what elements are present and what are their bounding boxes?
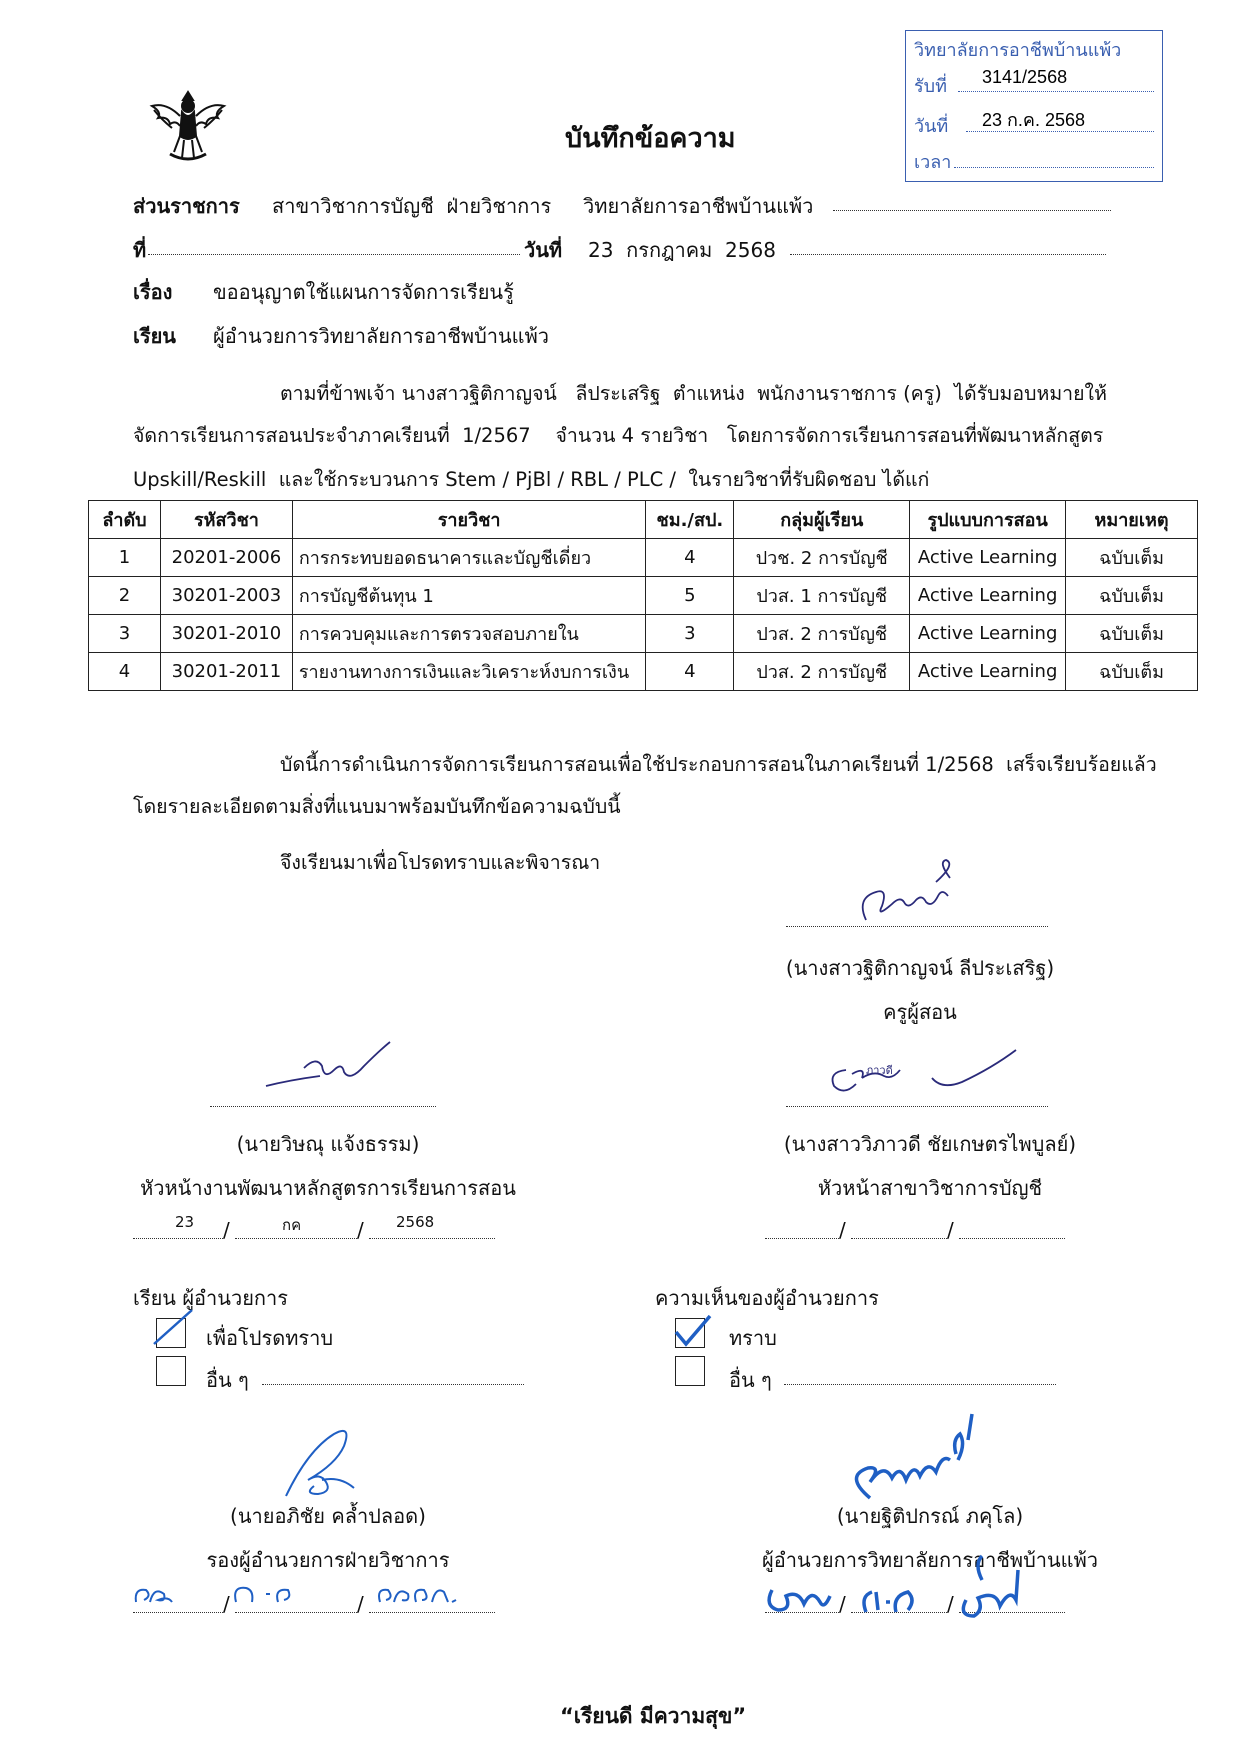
dept-head-signature — [822, 1040, 1022, 1100]
deputy-title: รองผู้อำนวยการฝ่ายวิชาการ — [206, 1548, 450, 1572]
deputy-name: (นายอภิชัย คล้ำปลอด) — [230, 1504, 426, 1528]
stamp-received-value: 3141/2568 — [982, 67, 1068, 87]
table-cell: 30201-2010 — [160, 615, 292, 653]
body-closing: จึงเรียนมาเพื่อโปรดทราบและพิจารณา — [280, 851, 601, 874]
dept-year-line — [959, 1218, 1065, 1239]
table-cell: ปวส. 2 การบัญชี — [734, 615, 910, 653]
teacher-name: (นางสาวฐิติกาญจน์ ลีประเสริฐ) — [785, 956, 1055, 980]
subject-label: เรื่อง — [133, 280, 173, 304]
body-p1-line2: จัดการเรียนการสอนประจำภาคเรียนที่ 1/2567 จำนวน 4 รายวิชา โดยการจัดการเรียนการสอนที่พัฒนาหลักสูตร — [133, 424, 1104, 447]
right-other-line — [784, 1364, 1056, 1385]
ref-label: ที่ — [133, 238, 147, 262]
director-title: ผู้อำนวยการวิทยาลัยการอาชีพบ้านแพ้ว — [762, 1548, 1098, 1572]
curriculum-year: 2568 — [396, 1213, 435, 1231]
body-p1-line1: ตามที่ข้าพเจ้า นางสาวฐิติกาญจน์ ลีประเสริฐ ตำแหน่ง พนักงานราชการ (ครู) ได้รับมอบหมายให้ — [280, 382, 1107, 405]
table-cell: ฉบับเต็ม — [1066, 653, 1198, 691]
col-header: รหัสวิชา — [160, 501, 292, 539]
stamp-date-label: วันที่ — [914, 116, 949, 137]
table-cell: การควบคุมและการตรวจสอบภายใน — [292, 615, 646, 653]
table-cell: 20201-2006 — [160, 539, 292, 577]
table-cell: ฉบับเต็ม — [1066, 577, 1198, 615]
table-cell: 30201-2003 — [160, 577, 292, 615]
date-value: 23 กรกฎาคม 2568 — [588, 238, 776, 262]
table-header-row — [89, 501, 1198, 539]
receipt-stamp — [905, 30, 1163, 182]
col-header: ลำดับ — [89, 501, 161, 539]
col-header: ชม./สป. — [646, 501, 734, 539]
table-cell: 1 — [89, 539, 161, 577]
teacher-sign-line — [786, 912, 1048, 927]
curriculum-sign-line — [210, 1092, 436, 1107]
director-name: (นายฐิติปกรณ์ ภคุโล) — [836, 1504, 1024, 1528]
table-row — [89, 539, 1198, 577]
curriculum-head-title: หัวหน้างานพัฒนาหลักสูตรการเรียนการสอน — [140, 1176, 516, 1200]
left-approval-heading: เรียน ผู้อำนวยการ — [133, 1286, 288, 1310]
curriculum-month: กค — [282, 1216, 302, 1234]
dept-head-title: หัวหน้าสาขาวิชาการบัญชี — [817, 1176, 1043, 1200]
left-option1-label: เพื่อโปรดทราบ — [206, 1326, 334, 1350]
right-option2-label: อื่น ๆ — [729, 1368, 772, 1392]
body-p1-line3: Upskill/Reskill และใช้กระบวนการ Stem / PjBl / RBL / PLC / ในรายวิชาที่รับผิดชอบ ได้แก่ — [133, 468, 930, 491]
left-other-line — [262, 1364, 524, 1385]
dept-day-line — [765, 1218, 839, 1239]
col-header: กลุ่มผู้เรียน — [734, 501, 910, 539]
subject-value: ขออนุญาตใช้แผนการจัดการเรียนรู้ — [213, 280, 514, 304]
curriculum-day: 23 — [175, 1213, 195, 1231]
table-cell: Active Learning — [910, 539, 1066, 577]
body-p2-line1: บัดนี้การดำเนินการจัดการเรียนการสอนเพื่อใช้ประกอบการสอนในภาคเรียนที่ 1/2568 เสร็จเรียบร้อยแล้ว — [280, 753, 1157, 776]
stamp-received-label: รับที่ — [914, 76, 947, 97]
date-dots — [790, 234, 1106, 255]
garuda-emblem-icon — [148, 86, 228, 166]
table-row — [89, 653, 1198, 691]
teacher-title: ครูผู้สอน — [883, 1000, 957, 1024]
deputy-date-handwriting — [132, 1572, 502, 1612]
table-cell: 3 — [89, 615, 161, 653]
left-check-mark-icon — [150, 1306, 198, 1348]
footer-motto: “เรียนดี มีความสุข” — [560, 1704, 747, 1728]
stamp-time-label: เวลา — [914, 152, 952, 173]
table-cell: 4 — [646, 539, 734, 577]
right-check-mark-icon — [672, 1312, 716, 1352]
director-date-handwriting — [760, 1540, 1100, 1620]
table-cell: Active Learning — [910, 577, 1066, 615]
right-approval-heading: ความเห็นของผู้อำนวยการ — [655, 1286, 879, 1310]
table-cell: ปวส. 2 การบัญชี — [734, 653, 910, 691]
date-label: วันที่ — [524, 238, 563, 262]
ref-dots — [148, 234, 520, 255]
table-cell: 30201-2011 — [160, 653, 292, 691]
page-title: บันทึกข้อความ — [565, 123, 736, 154]
agency-dots — [833, 190, 1111, 211]
curriculum-head-signature — [260, 1036, 400, 1096]
table-cell: 5 — [646, 577, 734, 615]
right-option1-label: ทราบ — [729, 1326, 777, 1350]
table-cell: 2 — [89, 577, 161, 615]
stamp-date-value: 23 ก.ค. 2568 — [982, 110, 1086, 130]
table-row — [89, 577, 1198, 615]
col-header: รายวิชา — [292, 501, 646, 539]
curriculum-head-name: (นายวิษณุ แจ้งธรรม) — [236, 1132, 420, 1156]
right-option2-checkbox[interactable] — [675, 1356, 705, 1386]
dept-month-line — [851, 1218, 947, 1239]
stamp-title: วิทยาลัยการอาชีพบ้านแพ้ว — [914, 40, 1122, 61]
body-p2-line2: โดยรายละเอียดตามสิ่งที่แนบมาพร้อมบันทึกข้อความฉบับนี้ — [133, 795, 621, 818]
table-cell: ปวส. 1 การบัญชี — [734, 577, 910, 615]
svg-text:ภาวดี: ภาวดี — [866, 1064, 893, 1077]
table-cell: Active Learning — [910, 653, 1066, 691]
course-table — [88, 500, 1198, 691]
left-option2-label: อื่น ๆ — [206, 1368, 249, 1392]
left-option2-checkbox[interactable] — [156, 1356, 186, 1386]
dept-head-name: (นางสาววิภาวดี ชัยเกษตรไพบูลย์) — [783, 1132, 1077, 1156]
table-cell: การกระทบยอดธนาคารและบัญชีเดี่ยว — [292, 539, 646, 577]
table-cell: 4 — [89, 653, 161, 691]
table-cell: ปวช. 2 การบัญชี — [734, 539, 910, 577]
table-row — [89, 615, 1198, 653]
col-header: รูปแบบการสอน — [910, 501, 1066, 539]
agency-label: ส่วนราชการ — [133, 194, 240, 218]
table-cell: ฉบับเต็ม — [1066, 539, 1198, 577]
table-cell: ฉบับเต็ม — [1066, 615, 1198, 653]
table-cell: 3 — [646, 615, 734, 653]
table-cell: 4 — [646, 653, 734, 691]
table-cell: รายงานทางการเงินและวิเคราะห์งบการเงิน — [292, 653, 646, 691]
deputy-signature — [278, 1420, 368, 1510]
dept-sign-line — [786, 1092, 1048, 1107]
table-cell: Active Learning — [910, 615, 1066, 653]
col-header: หมายเหตุ — [1066, 501, 1198, 539]
table-cell: การบัญชีต้นทุน 1 — [292, 577, 646, 615]
to-value: ผู้อำนวยการวิทยาลัยการอาชีพบ้านแพ้ว — [213, 324, 549, 348]
agency-value: สาขาวิชาการบัญชี ฝ่ายวิชาการ วิทยาลัยการอาชีพบ้านแพ้ว — [272, 194, 814, 218]
to-label: เรียน — [133, 324, 176, 348]
